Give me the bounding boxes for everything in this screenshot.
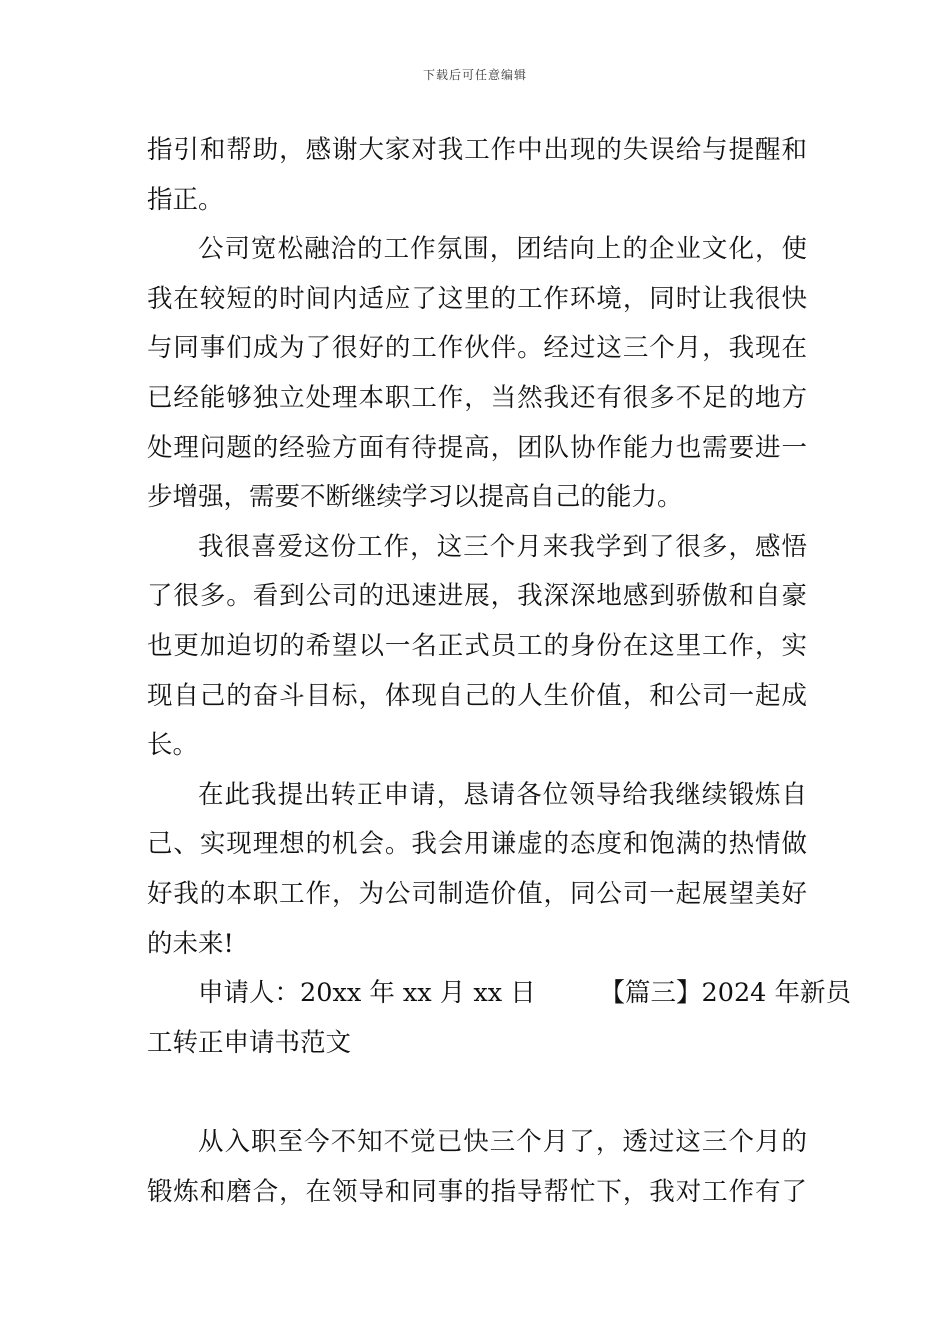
- text-line: 步增强，需要不断继续学习以提高自己的能力。: [147, 482, 683, 513]
- text-line: 己、实现理想的机会。我会用谦虚的态度和饱满的热情做: [147, 829, 807, 860]
- text-line: 公司宽松融洽的工作氛围，团结向上的企业文化，使: [198, 234, 807, 265]
- text-line: 好我的本职工作，为公司制造价值，同公司一起展望美好: [147, 878, 807, 909]
- blank-line: [147, 1068, 807, 1118]
- paragraph-signature-and-heading: [147, 969, 852, 1068]
- text-line: 长。: [147, 730, 199, 761]
- text-line: 申请人：20xx 年 xx 月 xx 日 【篇三】2024 年新员: [198, 978, 852, 1009]
- text-line: 与同事们成为了很好的工作伙伴。经过这三个月，我现在: [147, 333, 807, 364]
- paragraph-1: [147, 126, 807, 225]
- paragraph-3: [147, 523, 807, 771]
- paragraph-2: [147, 225, 807, 523]
- text-line: 现自己的奋斗目标，体现自己的人生价值，和公司一起成: [147, 680, 807, 711]
- text-line: 工转正申请书范文: [147, 1027, 352, 1058]
- document-body: [147, 126, 852, 1217]
- text-line: 的未来!: [147, 928, 234, 959]
- text-line: 指正。: [147, 184, 224, 215]
- text-line: 指引和帮助，感谢大家对我工作中出现的失误给与提醒和: [147, 135, 807, 165]
- text-line: 了很多。看到公司的迅速进展，我深深地感到骄傲和自豪: [147, 581, 807, 612]
- text-line: 也更加迫切的希望以一名正式员工的身份在这里工作，实: [147, 630, 807, 661]
- paragraph-6: [147, 1118, 807, 1217]
- text-line: 我很喜爱这份工作，这三个月来我学到了很多，感悟: [198, 531, 807, 562]
- text-line: 从入职至今不知不觉已快三个月了，透过这三个月的: [198, 1127, 807, 1158]
- text-line: 我在较短的时间内适应了这里的工作环境，同时让我很快: [147, 283, 807, 314]
- text-line: 已经能够独立处理本职工作，当然我还有很多不足的地方: [147, 382, 807, 413]
- page-header-note: 下载后可任意编辑: [422, 68, 527, 82]
- text-line: 锻炼和磨合，在领导和同事的指导帮忙下，我对工作有了: [147, 1176, 807, 1207]
- paragraph-4: [147, 771, 807, 969]
- text-line: 处理问题的经验方面有待提高，团队协作能力也需要进一: [147, 432, 807, 463]
- text-line: 在此我提出转正申请，恳请各位领导给我继续锻炼自: [198, 779, 807, 810]
